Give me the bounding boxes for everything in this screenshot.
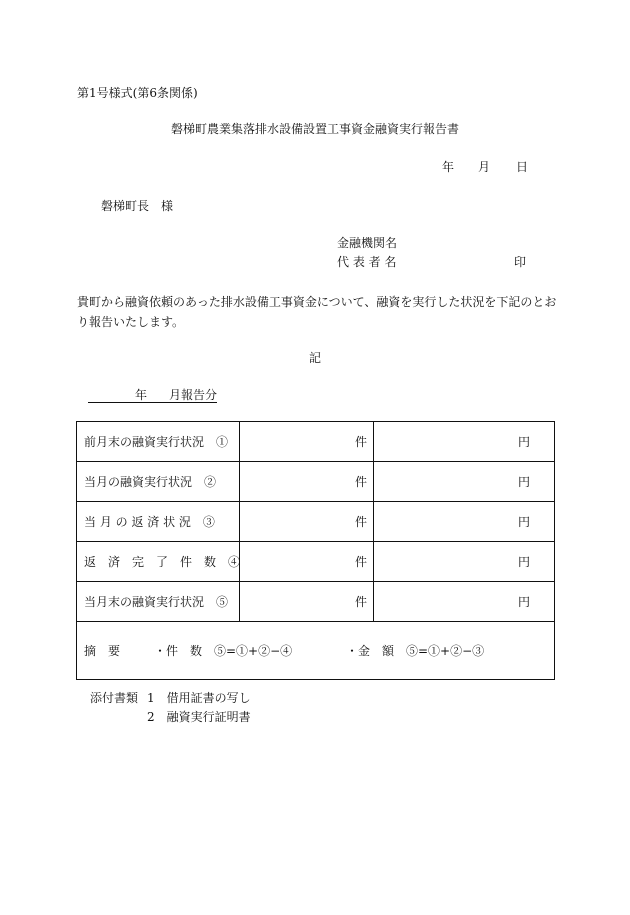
date-month: 月 — [478, 160, 491, 174]
table-row — [77, 462, 555, 502]
body-text: 貴町から融資依頼のあった排水設備工事資金について、融資を実行した状況を下記のとおり報告いたします。 — [77, 295, 557, 329]
summary-cell — [77, 622, 555, 680]
amount-cell: 円 — [374, 542, 555, 582]
table-row — [77, 502, 555, 542]
date-line — [442, 160, 528, 174]
table-row — [77, 422, 555, 462]
table-row — [77, 582, 555, 622]
row-label: 当 月 の 返 済 状 況 ③ — [77, 502, 240, 542]
institution-name-label: 金融機関名 — [337, 236, 398, 250]
attachment-item: 2 融資実行証明書 — [147, 710, 251, 724]
summary-count-formula: ・件 数 ⑤=①+②−④ — [154, 644, 293, 658]
amount-cell: 円 — [374, 502, 555, 542]
summary-label: 摘 要 — [84, 644, 121, 658]
attachments-label: 添付書類 — [90, 691, 139, 705]
form-number: 第1号様式(第6条関係) — [77, 86, 198, 100]
attachment-item: 1 借用証書の写し — [147, 691, 251, 705]
count-cell: 件 — [240, 582, 374, 622]
table-row — [77, 542, 555, 582]
count-cell: 件 — [240, 422, 374, 462]
summary-amount-formula: ・金 額 ⑤=①+②−③ — [346, 644, 485, 658]
amount-cell: 円 — [374, 462, 555, 502]
date-year: 年 — [442, 160, 455, 174]
ki-heading: 記 — [308, 351, 321, 365]
report-period — [88, 388, 217, 403]
report-table — [76, 421, 555, 680]
seal-mark: 印 — [514, 255, 527, 269]
date-day: 日 — [516, 160, 529, 174]
row-label: 当月の融資実行状況 ② — [77, 462, 240, 502]
amount-cell: 円 — [374, 582, 555, 622]
period-year: 年 — [135, 388, 148, 402]
count-cell: 件 — [240, 462, 374, 502]
row-label: 前月末の融資実行状況 ① — [77, 422, 240, 462]
count-cell: 件 — [240, 542, 374, 582]
summary-row — [77, 622, 555, 680]
row-label: 当月末の融資実行状況 ⑤ — [77, 582, 240, 622]
document-title: 磐梯町農業集落排水設備設置工事資金融資実行報告書 — [170, 122, 459, 136]
representative-name-label: 代 表 者 名 — [337, 255, 397, 269]
row-label: 返 済 完 了 件 数 ④ — [77, 542, 240, 582]
amount-cell: 円 — [374, 422, 555, 462]
period-month: 月報告分 — [169, 388, 218, 402]
count-cell: 件 — [240, 502, 374, 542]
addressee: 磐梯町長 様 — [101, 199, 174, 213]
